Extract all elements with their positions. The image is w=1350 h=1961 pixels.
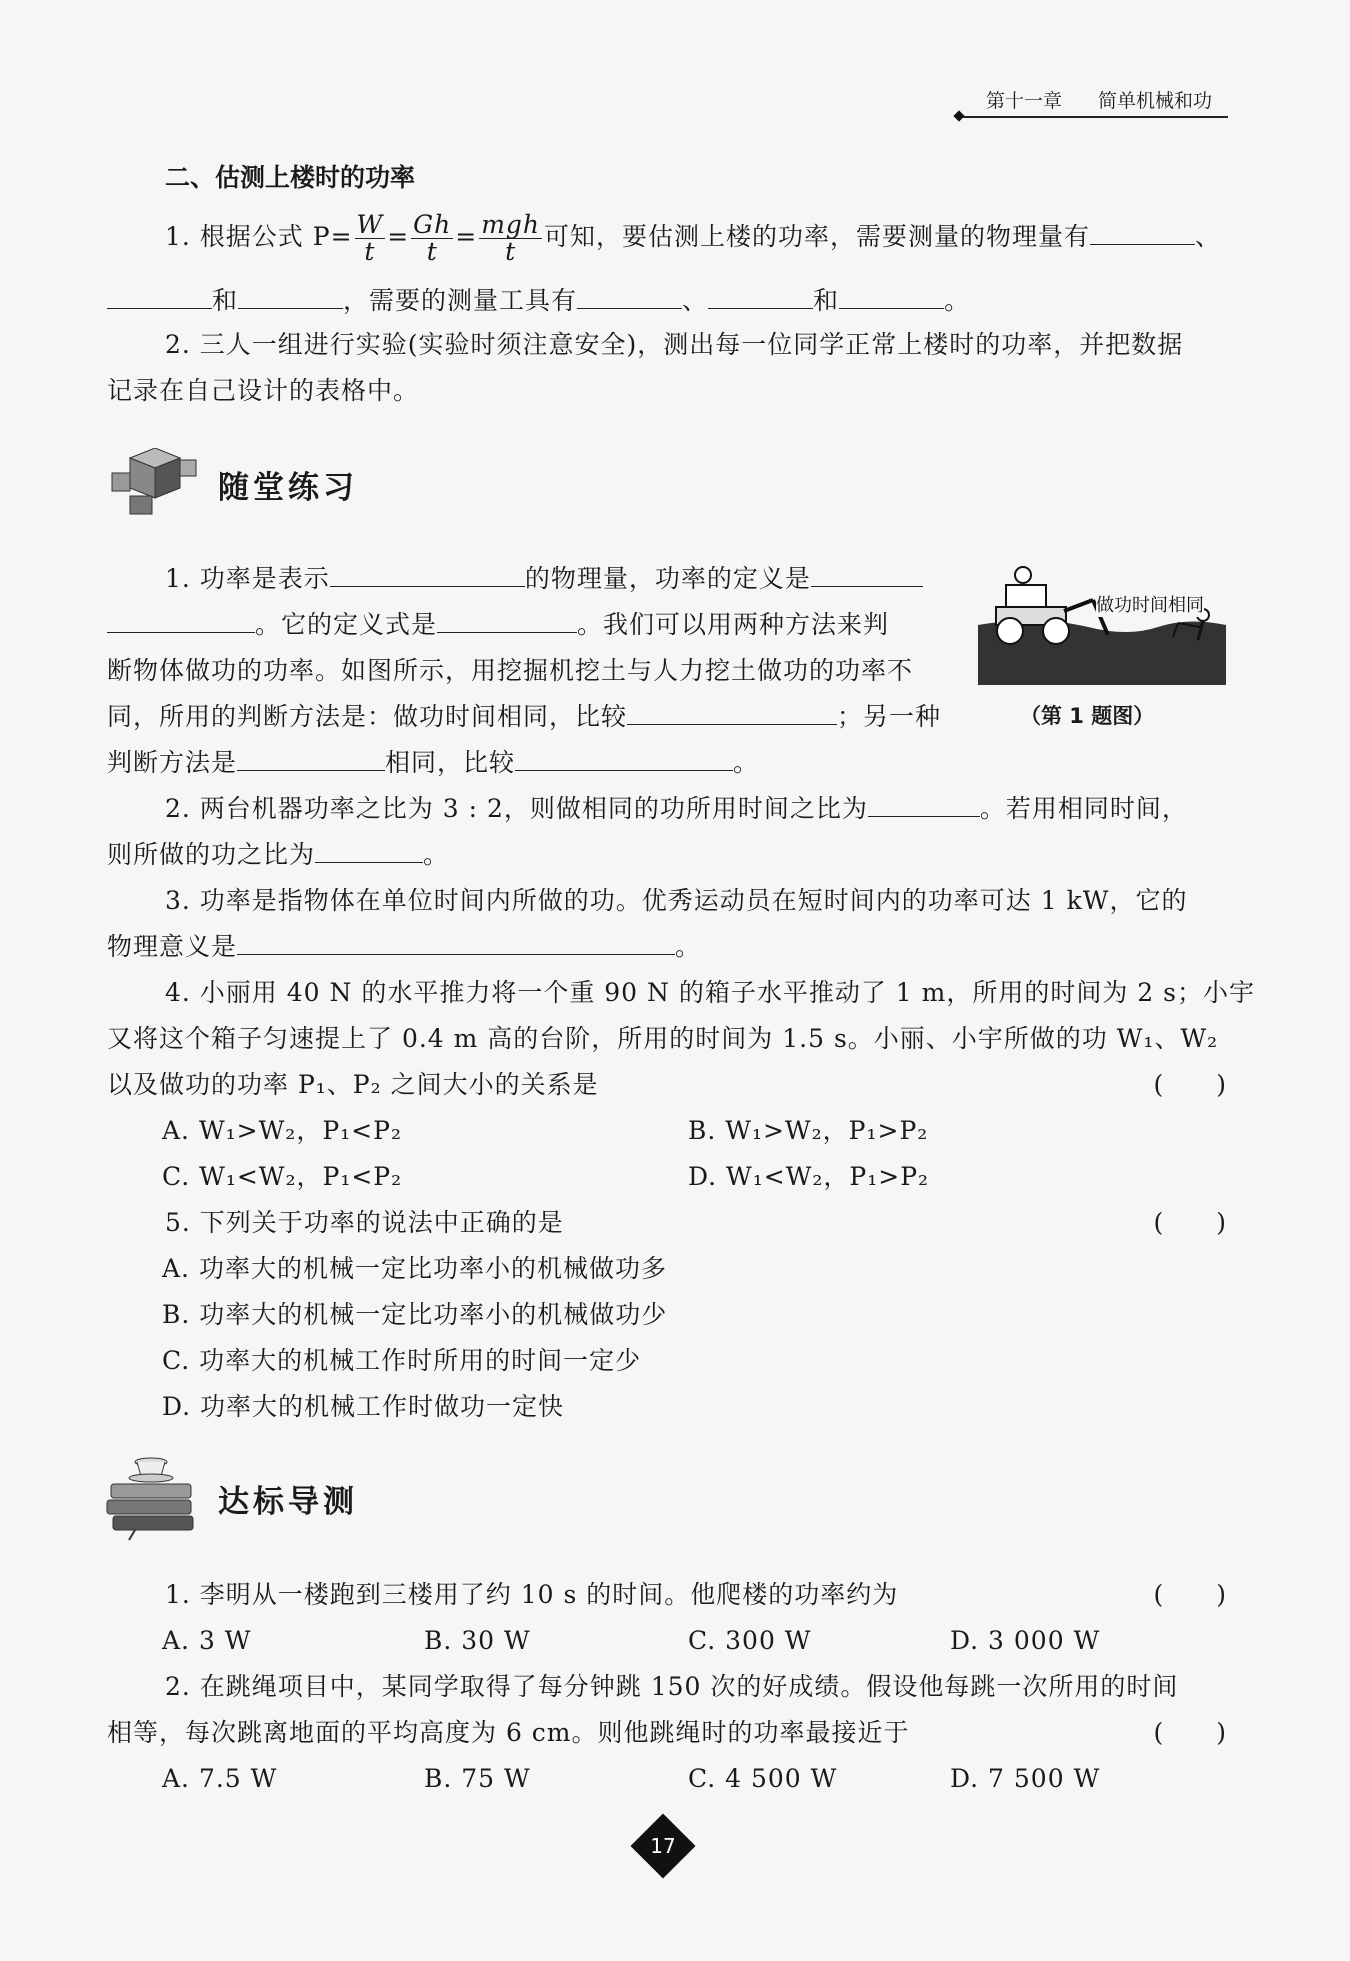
option-d[interactable]: D. 7 500 W [950,1764,1101,1793]
option-c[interactable]: C. W₁<W₂，P₁<P₂ [162,1162,403,1191]
answer-blank[interactable] [577,278,682,309]
question-text: 又将这个箱子匀速提上了 0.4 m 高的台阶，所用的时间为 1.5 s。小丽、小宇所做的功 W₁、W₂ [107,1024,1219,1053]
answer-blank[interactable] [811,556,923,587]
option-a[interactable]: A. 7.5 W [162,1764,278,1793]
answer-blank[interactable] [107,278,212,309]
option-c[interactable]: C. 300 W [688,1626,812,1655]
question-text: 以及做功的功率 P₁、P₂ 之间大小的关系是 ( ) [107,1062,1227,1108]
cube-blocks-icon [110,448,200,518]
question-text: 2. 三人一组进行实验(实验时须注意安全)，测出每一位同学正常上楼时的功率，并把数据 [165,330,1184,359]
books-teacup-icon [105,1452,197,1542]
running-header [960,86,1228,118]
option-d[interactable]: D. 3 000 W [950,1626,1101,1655]
option-b[interactable]: B. 功率大的机械一定比功率小的机械做功少 [162,1300,668,1329]
chapter-title: 简单机械和功 [1098,90,1213,112]
question-text: 1. 李明从一楼跑到三楼用了约 10 s 的时间。他爬楼的功率约为 ( ) [165,1572,1227,1618]
question-text: 1. 根据公式 P= $\frac{W}{t}$ = $\frac{Gh}{t}$ = $\frac{\text{mgh}}{t}$ 可知，要估测上楼的功率，需要测量的物理量有 、 [165,210,1222,266]
option-c[interactable]: C. 功率大的机械工作时所用的时间一定少 [162,1346,642,1375]
question-text: 和 ，需要的测量工具有 、 和 。 [107,278,970,324]
question-text: 。它的定义式是 。我们可以用两种方法来判 [107,602,889,648]
answer-blank[interactable] [708,278,813,309]
fraction: $\frac{W}{t}$ [356,210,384,266]
option-c[interactable]: C. 4 500 W [688,1764,838,1793]
page-number: 17 [650,1834,676,1858]
question-text: 则所做的功之比为 。 [107,832,449,878]
question-text: 2. 在跳绳项目中，某同学取得了每分钟跳 150 次的好成绩。假设他每跳一次所用的时间 [165,1672,1179,1701]
figure-label: 做功时间相同 [1096,591,1204,617]
excavator-figure [978,565,1226,685]
answer-blank[interactable] [515,740,733,771]
section-title: 达标导测 [218,1484,358,1520]
figure-caption: （第 1 题图） [1020,704,1155,728]
option-a[interactable]: A. 3 W [162,1626,252,1655]
question-text: 5. 下列关于功率的说法中正确的是 ( ) [165,1200,1227,1246]
question-text: 记录在自己设计的表格中。 [107,376,420,405]
question-text: 判断方法是 相同，比较 。 [107,740,759,786]
answer-parentheses[interactable]: ( ) [1153,1208,1227,1237]
answer-blank[interactable] [839,278,944,309]
question-text: 同，所用的判断方法是：做功时间相同，比较 ；另一种 [107,694,941,740]
answer-blank[interactable] [315,832,423,863]
answer-blank[interactable] [237,924,675,955]
question-text: 1. 功率是表示 的物理量，功率的定义是 [165,556,923,602]
answer-blank[interactable] [437,602,577,633]
answer-blank[interactable] [238,278,343,309]
chapter-label: 第十一章 [986,90,1063,112]
answer-parentheses[interactable]: ( ) [1153,1580,1227,1609]
answer-parentheses[interactable]: ( ) [1153,1718,1227,1747]
question-text: 4. 小丽用 40 N 的水平推力将一个重 90 N 的箱子水平推动了 1 m，所用的时间为 2 s；小宇 [165,978,1255,1007]
fraction: $\frac{Gh}{t}$ [413,210,452,266]
answer-blank[interactable] [107,602,255,633]
answer-blank[interactable] [627,694,837,725]
option-b[interactable]: B. 30 W [424,1626,531,1655]
question-text: 物理意义是 。 [107,924,701,970]
answer-blank[interactable] [868,786,980,817]
option-a[interactable]: A. W₁>W₂，P₁<P₂ [162,1116,402,1145]
question-text: 相等，每次跳离地面的平均高度为 6 cm。则他跳绳时的功率最接近于 ( ) [107,1710,1227,1756]
answer-blank[interactable] [1090,214,1195,245]
option-d[interactable]: D. W₁<W₂，P₁>P₂ [688,1162,930,1191]
section-title: 随堂练习 [218,470,358,506]
page-number-badge [630,1813,695,1878]
section-heading: 二、估测上楼时的功率 [165,163,416,192]
answer-blank[interactable] [330,556,525,587]
option-d[interactable]: D. 功率大的机械工作时做功一定快 [162,1392,565,1421]
option-b[interactable]: B. 75 W [424,1764,531,1793]
fraction: $\frac{\text{mgh}}{t}$ [481,210,541,266]
answer-blank[interactable] [237,740,385,771]
question-text: 2. 两台机器功率之比为 3 : 2，则做相同的功所用时间之比为 。若用相同时间， [165,786,1188,832]
answer-parentheses[interactable]: ( ) [1153,1070,1227,1099]
question-text: 3. 功率是指物体在单位时间内所做的功。优秀运动员在短时间内的功率可达 1 kW，它的 [165,886,1188,915]
question-text: 断物体做功的功率。如图所示，用挖掘机挖土与人力挖土做功的功率不 [107,656,914,685]
option-b[interactable]: B. W₁>W₂，P₁>P₂ [688,1116,929,1145]
option-a[interactable]: A. 功率大的机械一定比功率小的机械做功多 [162,1254,667,1283]
